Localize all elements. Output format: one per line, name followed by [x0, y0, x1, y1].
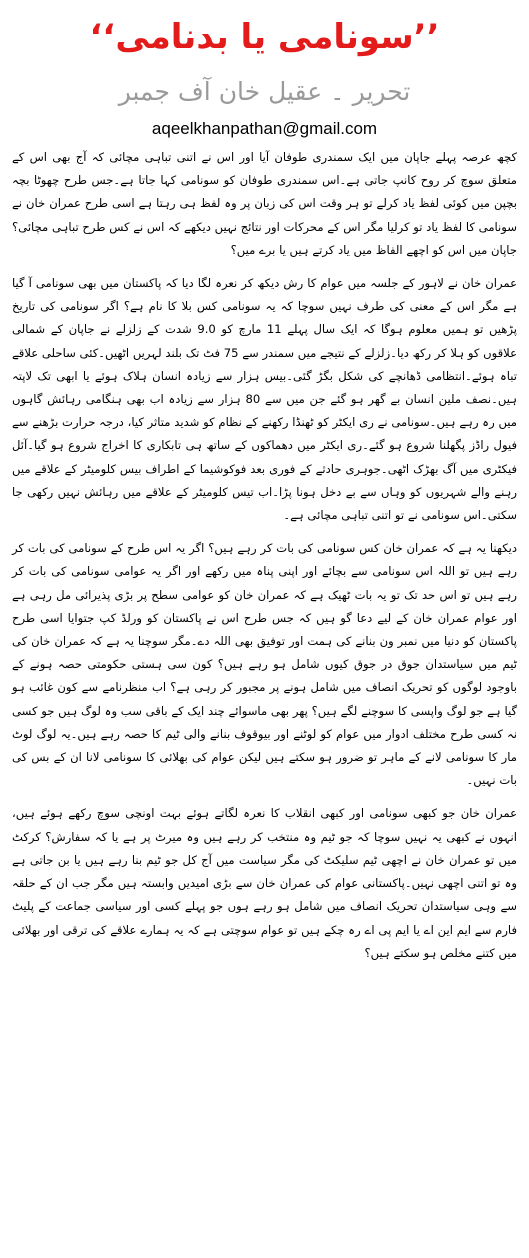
author-byline: تحریر ۔ عقیل خان آف جمبر — [118, 77, 411, 106]
article-paragraph: کچھ عرصہ پہلے جاپان میں ایک سمندری طوفان آیا اور اس نے اتنی تباہی مچائی کہ آج بھی اس کے متعلق سوچ کر روح کانپ جاتی ہے۔اس سمندری طوفان کو سونامی کہا جاتا ہے۔جس طرح چھوٹا بچہ بچپن میں کوئی لفظ یاد کرلے تو ہر وقت اس کی زبان پر وہ لفظ ہی رہتا ہے اسی طرح عمران خان نے سونامی کا لفظ یاد تو کرلیا مگر اس کے محرکات اور نتائج نہیں دیکھے کہ اس نے کس طرح تباہی مچائی؟ جاپان میں اس کو اچھے الفاظ میں یاد کرتے ہیں یا برے میں؟ — [12, 150, 517, 257]
article-paragraph: دیکھنا یہ ہے کہ عمران خان کس سونامی کی بات کر رہے ہیں؟ اگر یہ اس طرح کے سونامی کی بات کر رہے ہیں تو اللہ اس سونامی سے بچائے اور اپنی پناہ میں رکھے اور اگر یہ عوامی سونامی کی بات کر رہے ہیں تو اس حد تک تو یہ بات ٹھیک ہے کہ عمران خان کو عوامی سطح پر بڑی پذیرائی مل رہی ہے اور عوام عمران خان کے لیے دعا گو ہیں کہ جس طرح اس نے پاکستان کو ورلڈ کپ جتوایا اسی طرح پاکستان کو دنیا میں نمبر ون بنانے کی ہمت اور توفیق بھی اللہ دے۔مگر سوچنا یہ ہے کہ عمران خان کی ٹیم میں سیاستدان جوق در جوق کیوں شامل ہو رہے ہیں؟ کون سی ہستی حکومتی حصہ ہونے کے باوجود لوگوں کو تحریک انصاف میں شامل ہونے پر مجبور کر رہی ہے؟ اب منظرنامے سے کون غائب ہو گیا ہے جو لوگ واپسی کا سوچنے لگے ہیں؟ پھر بھی ماسوائے چند ایک کے باقی سب وہ لوگ ہیں جو کسی نہ کسی طرح مختلف ادوار میں عوام کو لوٹنے اور بیوقوف بنانے والی ٹیم کا حصہ رہے ہیں۔یہ لوگ لوٹ مار کا سونامی لانے کے ماہر تو ضرور ہو سکتے ہیں لیکن عوام کی بھلائی کا سونامی لانا ان کے بس کی بات نہیں۔ — [12, 541, 517, 788]
article-title: ’’سونامی یا بدنامی‘‘ — [89, 17, 440, 57]
article-paragraph: عمران خان نے لاہور کے جلسہ میں عوام کا رش دیکھ کر نعرہ لگا دیا کہ پاکستان میں بھی سونامی آ گیا ہے مگر اس کے معنی کی طرف نہیں سوچا کہ یہ سونامی کس بلا کا نام ہے؟ اگر سونامی کی تاریخ پڑھیں تو ہمیں معلوم ہوگا کہ ایک سال پہلے 11 مارچ کو 9.0 شدت کے زلزلے نے جاپان کے شمالی علاقوں کو ہلا کر رکھ دیا۔زلزلے کے نتیجے میں سمندر سے 75 فٹ تک بلند لہریں اٹھیں۔کئی ساحلی علاقے تباہ ہوئے۔انتظامی ڈھانچے کی شکل بگڑ گئی۔بیس ہزار سے زیادہ انسان ہلاک ہوئے یا ابھی تک لاپتہ ہیں۔نصف ملین انسان بے گھر ہو گئے جن میں سے 80 ہزار سے زیادہ اب بھی ہنگامی رہائش گاہوں میں رہ رہے ہیں۔سونامی نے ری ایکٹر کو ٹھنڈا رکھنے کے نظام کو شدید متاثر کیا، درجہ حرارت بڑھنے سے فیول راڈز پگھلنا شروع ہو گئے۔ری ایکٹر میں دھماکوں کے ساتھ ہی تابکاری کا اخراج شروع ہو گیا۔آئل فیکٹری میں آگ بھڑک اٹھی۔جوہری حادثے کے فوری بعد فوکوشیما کے اطراف بیس کلومیٹر کے علاقے میں رہنے والے شہریوں کو وہاں سے بے دخل ہونا پڑا۔اب تیس کلومیٹر کے علاقے میں رہائش نہیں رکھی جا سکتی۔اس سونامی نے تو اتنی تباہی مچائی ہے۔ — [12, 276, 518, 523]
article-paragraph: عمران خان جو کبھی سونامی اور کبھی انقلاب کا نعرہ لگاتے ہوئے بہت اونچی سوچ رکھے ہوئے ہیں، انہوں نے کبھی یہ نہیں سوچا کہ جو ٹیم وہ منتخب کر رہے ہیں وہ میرٹ پر ہے یا کہ سفارش؟ کرکٹ میں تو عمران خان نے اچھی ٹیم سلیکٹ کی مگر سیاست میں آج کل جو ٹیم بنا رہے ہیں یا بن جاتی ہے وہ تو اتنی اچھی نہیں۔پاکستانی عوام کی عمران خان سے بڑی امیدیں وابستہ ہیں مگر جب ان کے حلقہ سے وہی سیاستدان تحریک انصاف میں شامل ہو رہے ہوں جو پہلے کسی اور سیاسی جماعت کے پلیٹ فارم سے ایم این اے یا ایم پی اے رہ چکے ہیں تو عوام سوچتی ہے کہ یہ ہمارے علاقے کی ترقی اور بھلائی میں کتنے مخلص ہو سکتے ہیں؟ — [12, 806, 517, 960]
author-email: aqeelkhanpathan@gmail.com — [151, 119, 378, 138]
